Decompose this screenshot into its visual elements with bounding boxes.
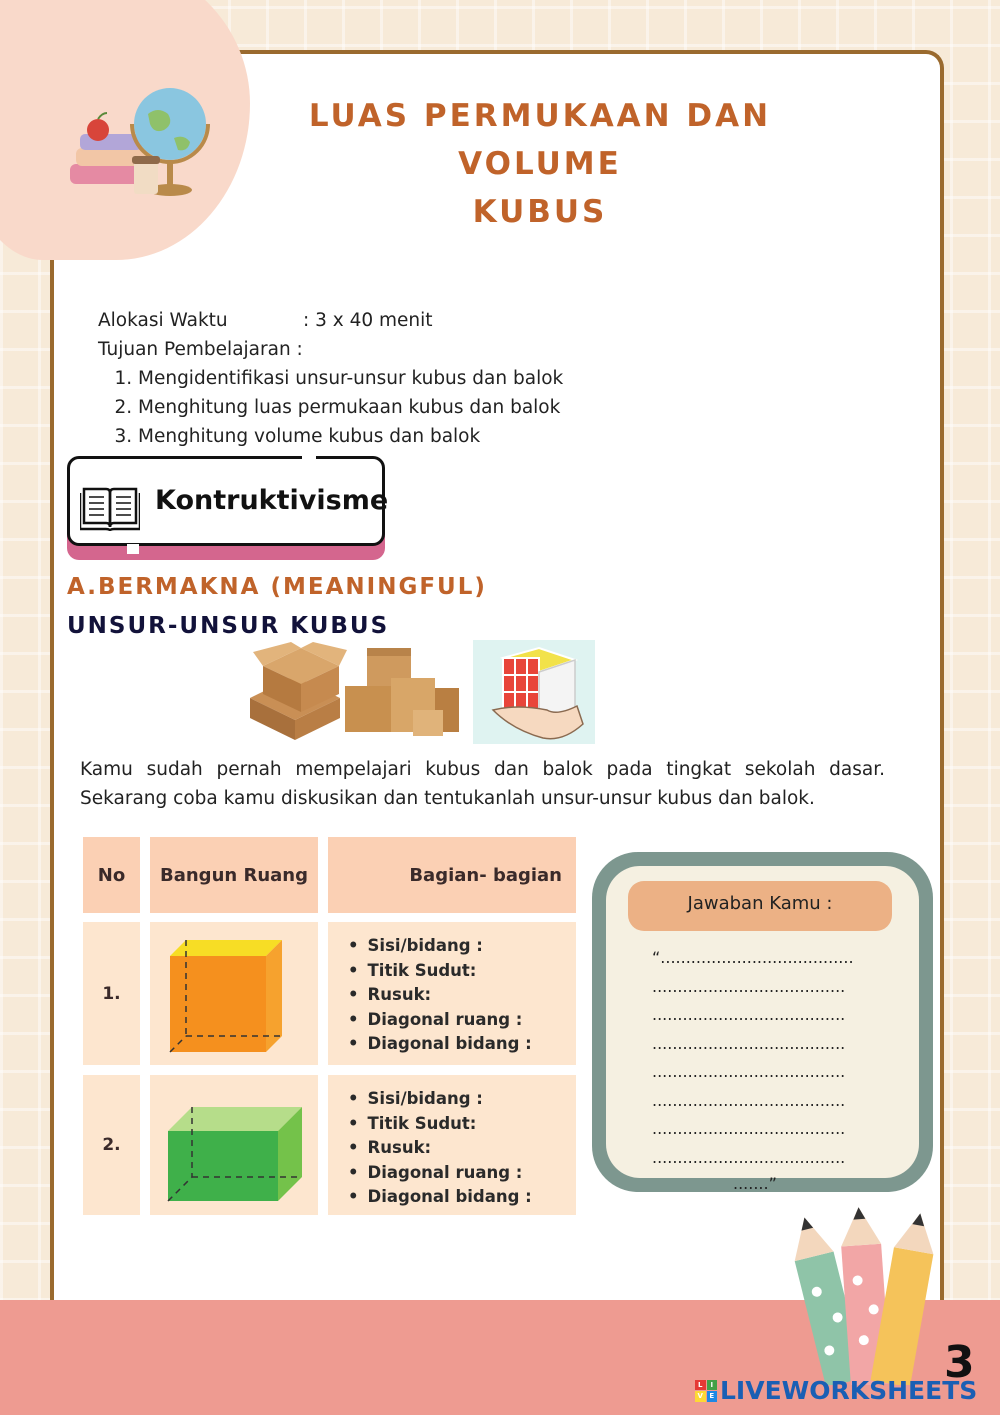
part-item: • Rusuk: [348,983,576,1008]
learning-goals-list [98,364,563,451]
table-row-1-no: 1. [83,922,140,1065]
time-allocation-label: Alokasi Waktu [98,310,228,331]
answer-input-area[interactable] [652,944,867,1172]
badge-gap [302,451,316,459]
section-heading-meaningful: A.BERMAKNA (MEANINGFUL) [67,574,487,600]
answer-heading: Jawaban Kamu : [628,881,892,931]
time-allocation-value: : 3 x 40 menit [303,310,433,331]
badge-gap [127,544,139,554]
answer-line[interactable]: ...................................... [652,1033,846,1053]
open-book-icon [80,481,140,531]
answer-line[interactable]: ...................................... [652,976,846,996]
title-line-1: LUAS PERMUKAAN DAN VOLUME [308,98,772,182]
table-row-1-parts [328,922,576,1065]
part-item: • Sisi/bidang : [348,934,576,959]
answer-line[interactable]: ...................................... [652,1062,846,1081]
logo-letter: V [695,1391,706,1402]
answer-line[interactable]: ...................................... [652,1119,846,1138]
table-row-2-no: 2. [83,1075,140,1215]
part-item: • Rusuk: [348,1136,576,1161]
cardboard-boxes-image [245,638,463,743]
brand-text: LIVEWORKSHEETS [720,1376,978,1405]
answer-line[interactable]: “...................................... [652,948,854,967]
table-row-2-parts [328,1075,576,1215]
cube-elements-table [80,835,578,1219]
part-item: • Diagonal ruang : [348,1008,576,1033]
page-title [240,92,840,236]
learning-goals-label: Tujuan Pembelajaran : [98,339,303,360]
green-cuboid-figure [150,1075,318,1215]
part-item: • Diagonal bidang : [348,1032,576,1057]
time-allocation-row [98,306,563,335]
page-number: 3 [944,1337,975,1388]
answer-line[interactable]: ...................................... [652,1005,846,1024]
logo-letter: E [707,1391,718,1402]
orange-cube-figure [150,922,318,1065]
part-item: • Diagonal bidang : [348,1185,576,1210]
books-globe-illustration [62,82,212,207]
learning-goal: 1. Mengidentifikasi unsur-unsur kubus dan balok [138,364,563,393]
intro-paragraph: Kamu sudah pernah mempelajari kubus dan balok pada tingkat sekolah dasar. Sekarang coba kamu diskusikan dan tentukanlah unsur-unsur kubus dan balok. [80,759,885,809]
badge-label: Kontruktivisme [155,485,389,516]
liveworksheets-brand[interactable] [695,1376,977,1405]
table-header-shape: Bangun Ruang [150,837,318,913]
answer-line-end[interactable]: .......” [733,1174,777,1193]
part-item: • Sisi/bidang : [348,1087,576,1112]
learning-goal: 2. Menghitung luas permukaan kubus dan balok [138,393,563,422]
table-header-parts: Bagian- bagian [328,837,576,913]
rubiks-cube-image [473,640,595,744]
logo-letter: L [695,1380,706,1391]
pencils-illustration [785,1200,945,1385]
answer-line[interactable]: ...................................... [652,1147,846,1167]
table-row-1-shape [150,922,318,1065]
part-item: • Titik Sudut: [348,959,576,984]
part-item: • Diagonal ruang : [348,1161,576,1186]
section-heading-cube-elements: UNSUR-UNSUR KUBUS [67,613,390,639]
section-badge [67,456,389,560]
part-item: • Titik Sudut: [348,1112,576,1137]
liveworksheets-logo-icon [695,1380,717,1402]
lesson-info [98,306,563,451]
badge-box [67,456,389,546]
learning-goal: 3. Menghitung volume kubus dan balok [138,422,563,451]
answer-line[interactable]: ...................................... [652,1090,846,1110]
table-header-no: No [83,837,140,913]
table-row-2-shape [150,1075,318,1215]
logo-letter: I [707,1380,718,1391]
title-line-2: KUBUS [472,194,608,230]
